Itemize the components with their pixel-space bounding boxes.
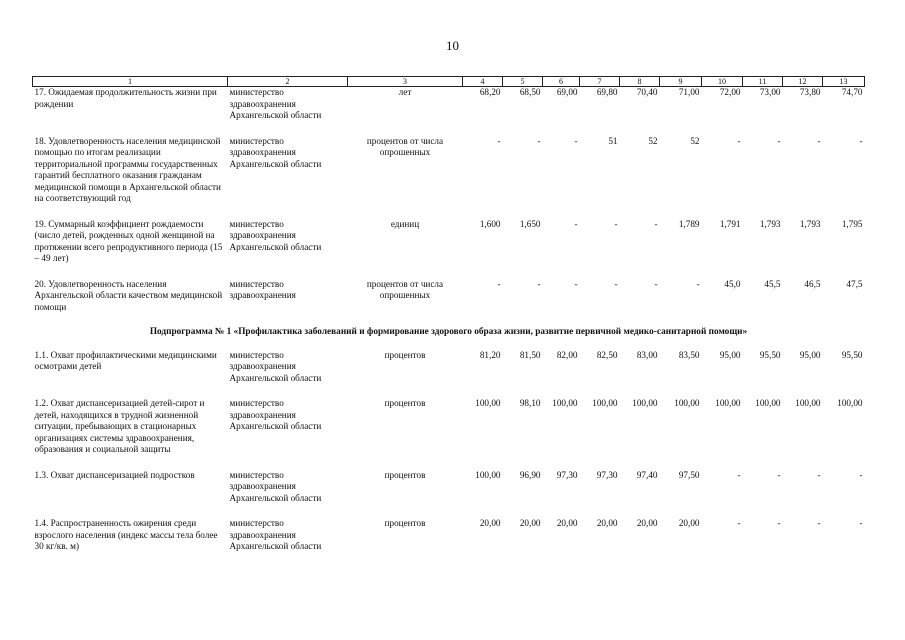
indicator-cell: 1.4. Распространенность ожирения среди взрослого населения (индекс массы тела более 30 кг/кв. м) <box>34 518 218 551</box>
indicator-cell: 17. Ожидаемая продолжительность жизни при рождении <box>34 87 217 109</box>
value-cell: 52 <box>648 135 658 146</box>
column-number-4: 4 <box>463 77 503 87</box>
value-cell: 100,00 <box>715 398 741 408</box>
value-cell: 97,40 <box>636 469 658 480</box>
value-cell: 100,00 <box>552 398 578 408</box>
column-number-7: 7 <box>580 77 620 87</box>
unit-cell: процентов от числа опрошенных <box>366 278 444 300</box>
value-cell: - <box>574 278 578 289</box>
table-row <box>33 350 865 399</box>
value-cell: - <box>737 469 741 480</box>
value-cell: 97,30 <box>556 469 578 480</box>
value-cell: - <box>817 518 821 528</box>
value-cell: 100,00 <box>755 398 781 408</box>
column-number-3: 3 <box>348 77 463 87</box>
indicator-cell: 1.1. Охват профилактическими медицинскими осмотрами детей <box>34 349 217 371</box>
value-cell: 100,00 <box>632 398 658 408</box>
value-cell: 81,20 <box>479 349 501 360</box>
table-row <box>33 279 865 328</box>
value-cell: - <box>696 278 700 289</box>
organization-cell: министерство здравоохранения <box>229 278 296 300</box>
value-cell: - <box>614 278 618 289</box>
value-cell: 82,50 <box>596 349 618 360</box>
value-cell: 51 <box>608 135 618 146</box>
value-cell: 1,789 <box>678 218 700 229</box>
unit-cell: лет <box>398 87 412 97</box>
value-cell: 45,0 <box>724 278 741 289</box>
value-cell: 20,00 <box>556 518 578 528</box>
value-cell: - <box>859 518 863 528</box>
organization-cell: министерство здравоохранения Архангельской области <box>229 87 322 120</box>
value-cell: - <box>859 469 863 480</box>
value-cell: 20,00 <box>636 518 658 528</box>
value-cell: 95,00 <box>719 349 741 360</box>
unit-cell: процентов <box>384 518 426 528</box>
unit-cell: процентов <box>384 398 426 408</box>
value-cell: - <box>817 469 821 480</box>
value-cell: 95,00 <box>799 349 821 360</box>
value-cell: 1,791 <box>719 218 741 229</box>
table-row <box>33 518 865 567</box>
organization-cell: министерство здравоохранения Архангельской области <box>229 218 322 252</box>
column-number-13: 13 <box>823 77 865 87</box>
value-cell: - <box>497 278 501 289</box>
indicator-cell: 20. Удовлетворенность населения Архангельской области качеством медицинской помощи <box>34 278 223 312</box>
column-number-6: 6 <box>543 77 580 87</box>
organization-cell: министерство здравоохранения Архангельской области <box>229 469 322 503</box>
column-number-1: 1 <box>33 77 228 87</box>
value-cell: - <box>497 135 501 146</box>
value-cell: 47,5 <box>846 278 863 289</box>
table-row <box>33 398 865 470</box>
column-number-8: 8 <box>620 77 660 87</box>
column-number-9: 9 <box>660 77 702 87</box>
value-cell: 96,90 <box>519 469 541 480</box>
value-cell: 46,5 <box>804 278 821 289</box>
value-cell: - <box>777 469 781 480</box>
value-cell: - <box>537 135 541 146</box>
value-cell: - <box>737 518 741 528</box>
column-number-10: 10 <box>702 77 743 87</box>
organization-cell: министерство здравоохранения Архангельской области <box>229 518 322 551</box>
value-cell: - <box>737 135 741 146</box>
value-cell: 74,70 <box>841 87 863 97</box>
column-number-5: 5 <box>503 77 543 87</box>
column-number-2: 2 <box>228 77 348 87</box>
value-cell: 20,00 <box>596 518 618 528</box>
subprogram-row <box>33 327 865 350</box>
table-row <box>33 136 865 219</box>
value-cell: 100,00 <box>475 398 501 408</box>
value-cell: 45,5 <box>764 278 781 289</box>
value-cell: 71,00 <box>678 87 700 97</box>
value-cell: 1,795 <box>841 218 863 229</box>
unit-cell: единиц <box>390 218 420 229</box>
column-number-11: 11 <box>743 77 783 87</box>
value-cell: 82,00 <box>556 349 578 360</box>
column-number-12: 12 <box>783 77 823 87</box>
value-cell: 20,00 <box>519 518 541 528</box>
value-cell: - <box>654 278 658 289</box>
subprogram-title: Подпрограмма № 1 «Профилактика заболеваний и формирование здорового образа жизни, развитие первичной медико-санитарной помощи» <box>149 327 748 337</box>
indicators-table <box>32 76 865 567</box>
value-cell: 72,00 <box>719 87 741 97</box>
value-cell: - <box>574 218 578 229</box>
indicator-cell: 1.3. Охват диспансеризацией подростков <box>34 469 195 480</box>
value-cell: 83,50 <box>678 349 700 360</box>
unit-cell: процентов от числа опрошенных <box>366 135 444 157</box>
value-cell: 73,00 <box>759 87 781 97</box>
value-cell: 1,793 <box>799 218 821 229</box>
value-cell: 83,00 <box>636 349 658 360</box>
indicator-cell: 19. Суммарный коэффициент рождаемости (число детей, рожденных одной женщиной на протяжении всего репродуктивного периода (15 – 49 лет) <box>34 218 223 263</box>
value-cell: 20,00 <box>678 518 700 528</box>
value-cell: - <box>614 218 618 229</box>
value-cell: 95,50 <box>759 349 781 360</box>
value-cell: - <box>859 135 863 146</box>
value-cell: 73,80 <box>799 87 821 97</box>
value-cell: - <box>654 218 658 229</box>
organization-cell: министерство здравоохранения Архангельской области <box>229 398 322 431</box>
column-number-row <box>33 77 865 87</box>
indicator-cell: 18. Удовлетворенность населения медицинской помощью по итогам реализации территориальной программы государственных гарантий бесплатного оказания гражданам медицинской помощи в Архангельской области на соответствующий год <box>34 135 221 203</box>
value-cell: 95,50 <box>841 349 863 360</box>
table-row <box>33 87 865 136</box>
value-cell: 100,00 <box>795 398 821 408</box>
value-cell: 81,50 <box>519 349 541 360</box>
value-cell: 1,650 <box>519 218 541 229</box>
unit-cell: процентов <box>384 349 426 360</box>
value-cell: 68,50 <box>519 87 541 97</box>
value-cell: - <box>777 135 781 146</box>
organization-cell: министерство здравоохранения Архангельской области <box>229 135 322 169</box>
value-cell: 100,00 <box>592 398 618 408</box>
organization-cell: министерство здравоохранения Архангельской области <box>229 349 322 383</box>
indicator-cell: 1.2. Охват диспансеризацией детей-сирот и детей, находящихся в трудной жизненной ситуации, пребывающих в стационарных организациях системы здравоохранения, образования и социальной защиты <box>34 398 205 454</box>
value-cell: 69,80 <box>596 87 618 97</box>
value-cell: 97,50 <box>678 469 700 480</box>
value-cell: 100,00 <box>674 398 700 408</box>
value-cell: - <box>817 135 821 146</box>
table-row <box>33 470 865 519</box>
value-cell: 68,20 <box>479 87 501 97</box>
value-cell: 52 <box>690 135 700 146</box>
value-cell: 97,30 <box>596 469 618 480</box>
value-cell: 1,793 <box>759 218 781 229</box>
value-cell: 100,00 <box>475 469 501 480</box>
value-cell: 20,00 <box>479 518 501 528</box>
table-row <box>33 219 865 279</box>
value-cell: 1,600 <box>479 218 501 229</box>
value-cell: 70,40 <box>636 87 658 97</box>
value-cell: - <box>777 518 781 528</box>
value-cell: - <box>537 278 541 289</box>
value-cell: 69,00 <box>556 87 578 97</box>
page-number: 10 <box>446 38 459 53</box>
value-cell: 98,10 <box>519 398 541 408</box>
value-cell: 100,00 <box>837 398 863 408</box>
unit-cell: процентов <box>384 469 426 480</box>
value-cell: - <box>574 135 578 146</box>
